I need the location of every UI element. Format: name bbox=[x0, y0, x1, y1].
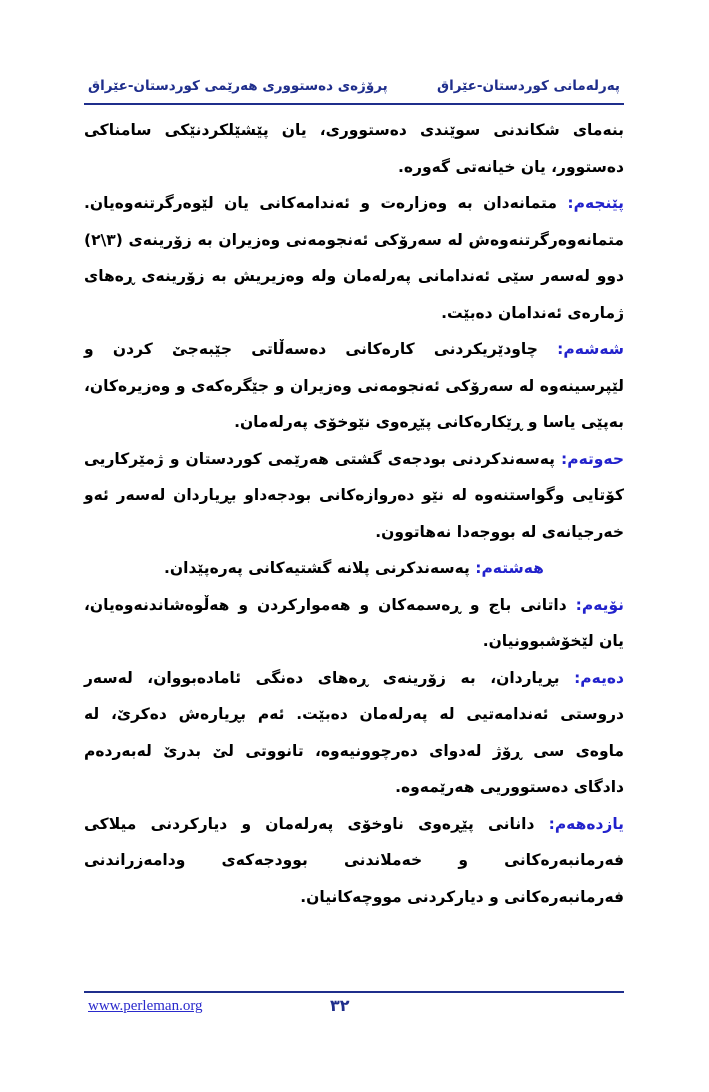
paragraph-keyword: حەوتەم: bbox=[561, 449, 624, 468]
paragraph-continuation bbox=[84, 112, 624, 185]
paragraph-ninth bbox=[84, 587, 624, 660]
paragraph-text: بنەمای شکاندنی سوێندی دەستووری، یان پێشێلکردنێکی سامناکی دەستوور، یان خیانەتی گەورە. bbox=[84, 121, 624, 176]
footer-rule bbox=[84, 991, 624, 993]
paragraph-text: دانانی پێڕەوی ناوخۆی پەرلەمان و دیارکردنی میلاکی فەرمانبەرەکانی و خەملاندنی بوودجەکەی ودامەزراندنی فەرمانبەرەکانی و دیارکردنی مووچەکانیان. bbox=[84, 814, 624, 906]
paragraph-keyword: هەشتەم: bbox=[475, 559, 544, 577]
body-text bbox=[84, 112, 624, 915]
paragraph-text: داتانی باج و ڕەسمەکان و هەموارکردن و هەڵوەشاندنەوەیان، یان لێخۆشبوونیان. bbox=[84, 595, 624, 650]
paragraph-tenth bbox=[84, 660, 624, 806]
paragraph-text: چاودێریکردنی کارەکانی دەسەڵاتی جێبەجێ کردن و لێپرسینەوە لە سەرۆکی ئەنجومەنی وەزیران و جێگرەکەی و وەزیرەکان، بەپێی یاسا و ڕێکارەکانی پێڕەوی نێوخۆی پەرلەمان. bbox=[84, 340, 624, 431]
paragraph-eleventh bbox=[84, 806, 624, 916]
paragraph-text: پەسەندکردنی بودجەی گشتی هەرێمی کوردستان و ژمێرکاریی کۆتایی وگواستنەوە لە نێو دەروازەکانی بودجەداو بڕیاردان لەسەر ئەو خەرجیانەی لە بووجەدا نەهاتوون. bbox=[84, 449, 624, 541]
footer-website-link[interactable]: www.perleman.org bbox=[88, 998, 203, 1014]
header-parliament-title: پەرلەمانی کوردستان-عێراق bbox=[437, 78, 620, 94]
paragraph-keyword: پێنجەم: bbox=[567, 194, 624, 212]
paragraph-text: پەسەندکرنی پلانە گشتیەکانی پەرەپێدان. bbox=[164, 559, 476, 577]
header-constitution-title: پرۆژەی دەستووری هەرێمی کوردستان-عێراق bbox=[88, 78, 388, 94]
page-number: ٣٢ bbox=[330, 996, 350, 1015]
header-rule bbox=[84, 103, 624, 105]
paragraph-fifth bbox=[84, 185, 624, 331]
paragraph-sixth bbox=[84, 331, 624, 441]
paragraph-keyword: نۆیەم: bbox=[575, 595, 624, 614]
paragraph-text: بڕیاردان، بە زۆرینەی ڕەهای دەنگی ئامادەبووان، لەسەر دروستی ئەندامەتیی لە پەرلەمان دەبێت. ئەم بڕیارەش دەکرێ، لە ماوەی سی ڕۆژ لەدوای دەرچوونیەوە، تانووتی لێ بدرێ لەبەردەم دادگای دەستووریی هەرێمەوە. bbox=[84, 668, 624, 796]
paragraph-keyword: دەیەم: bbox=[574, 668, 624, 687]
running-header bbox=[84, 78, 624, 100]
paragraph-seventh bbox=[84, 441, 624, 551]
paragraph-text: متمانەدان بە وەزارەت و ئەندامەکانی یان لێوەرگرتنەوەیان. متمانەوەرگرتنەوەش لە سەرۆکی ئەنجومەنی وەزیران بە زۆرینەی (٣\٢) دوو لەسەر سێی ئەندامانی پەرلەمان ولە وەزیریش بە زۆرینەی ڕەهای ژمارەی ئەندامان دەبێت. bbox=[84, 194, 624, 322]
paragraph-keyword: یازدەهەم: bbox=[548, 814, 624, 833]
paragraph-eighth bbox=[84, 550, 624, 587]
paragraph-keyword: شەشەم: bbox=[557, 340, 624, 358]
